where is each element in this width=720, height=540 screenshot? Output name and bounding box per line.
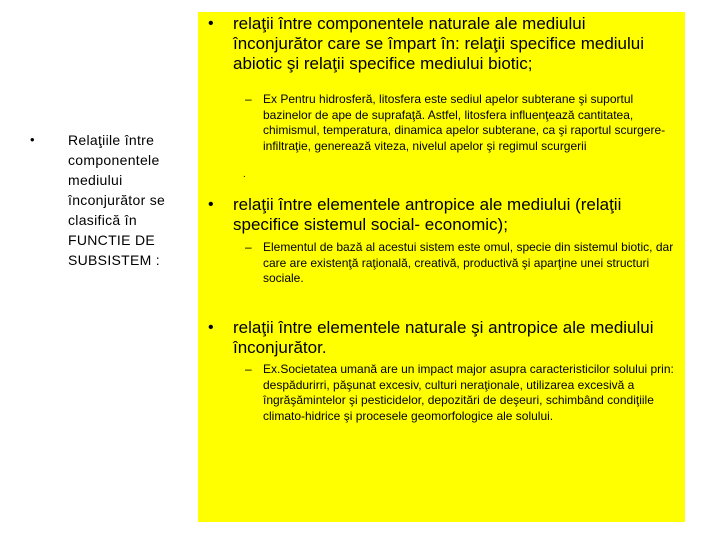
dot: . (243, 169, 246, 180)
dash: – (245, 92, 252, 106)
item-text (233, 318, 678, 358)
bullet: • (208, 319, 214, 336)
sub-text: Elementul de bază al acestui sistem este omul, specie din sistemul biotic, dar care are existenţă raţională, creativă, productivă şi aparţine unei structuri sociale. (263, 240, 674, 285)
dash: – (245, 362, 252, 376)
item-text-main: relaţii între elementele naturale şi antropice (233, 318, 559, 337)
sub-text: Ex.Societatea umană are un impact major asupra caracteristicilor solului prin: despădurirri, păşunat excesiv, culturi neraţionale, utilizarea excesivă a îngrăşămintelor şi pesticidelor, depozitări de deşeuri, schimbând condiţiile climato-hidrice şi procesele geomorfologice ale solului. (263, 362, 674, 423)
sub-text: Ex Pentru hidrosferă, litosfera este sediul apelor subterane şi suportul bazinelor de ape de suprafaţă. Astfel, litosfera influenţează cantitatea, chimismul, temperatura, dinamica apelor subterane, ca şi raportul scurgere-infiltraţie, generează viteza, nivelul apelor şi regimul scurgerii (263, 92, 666, 153)
item-text: relaţii între elementele antropice ale mediului (relaţii specifice sistemul social- economic); (233, 195, 622, 234)
item-text: relaţii între componentele naturale ale mediului înconjurător care se împart în: relaţii specifice mediului abiotic şi relaţii specifice mediului biotic; (233, 14, 645, 73)
item-text-rest: ale mediului înconjurător. (233, 318, 654, 357)
bullet: • (208, 15, 214, 32)
left-heading-text: Relaţiile între componentele mediului înconjurător se clasifică în FUNCTIE DE SUBSISTEM : (68, 132, 166, 268)
bullet: • (208, 196, 214, 213)
bullet: • (30, 132, 35, 147)
content-box (198, 12, 685, 522)
dash: – (245, 240, 252, 254)
